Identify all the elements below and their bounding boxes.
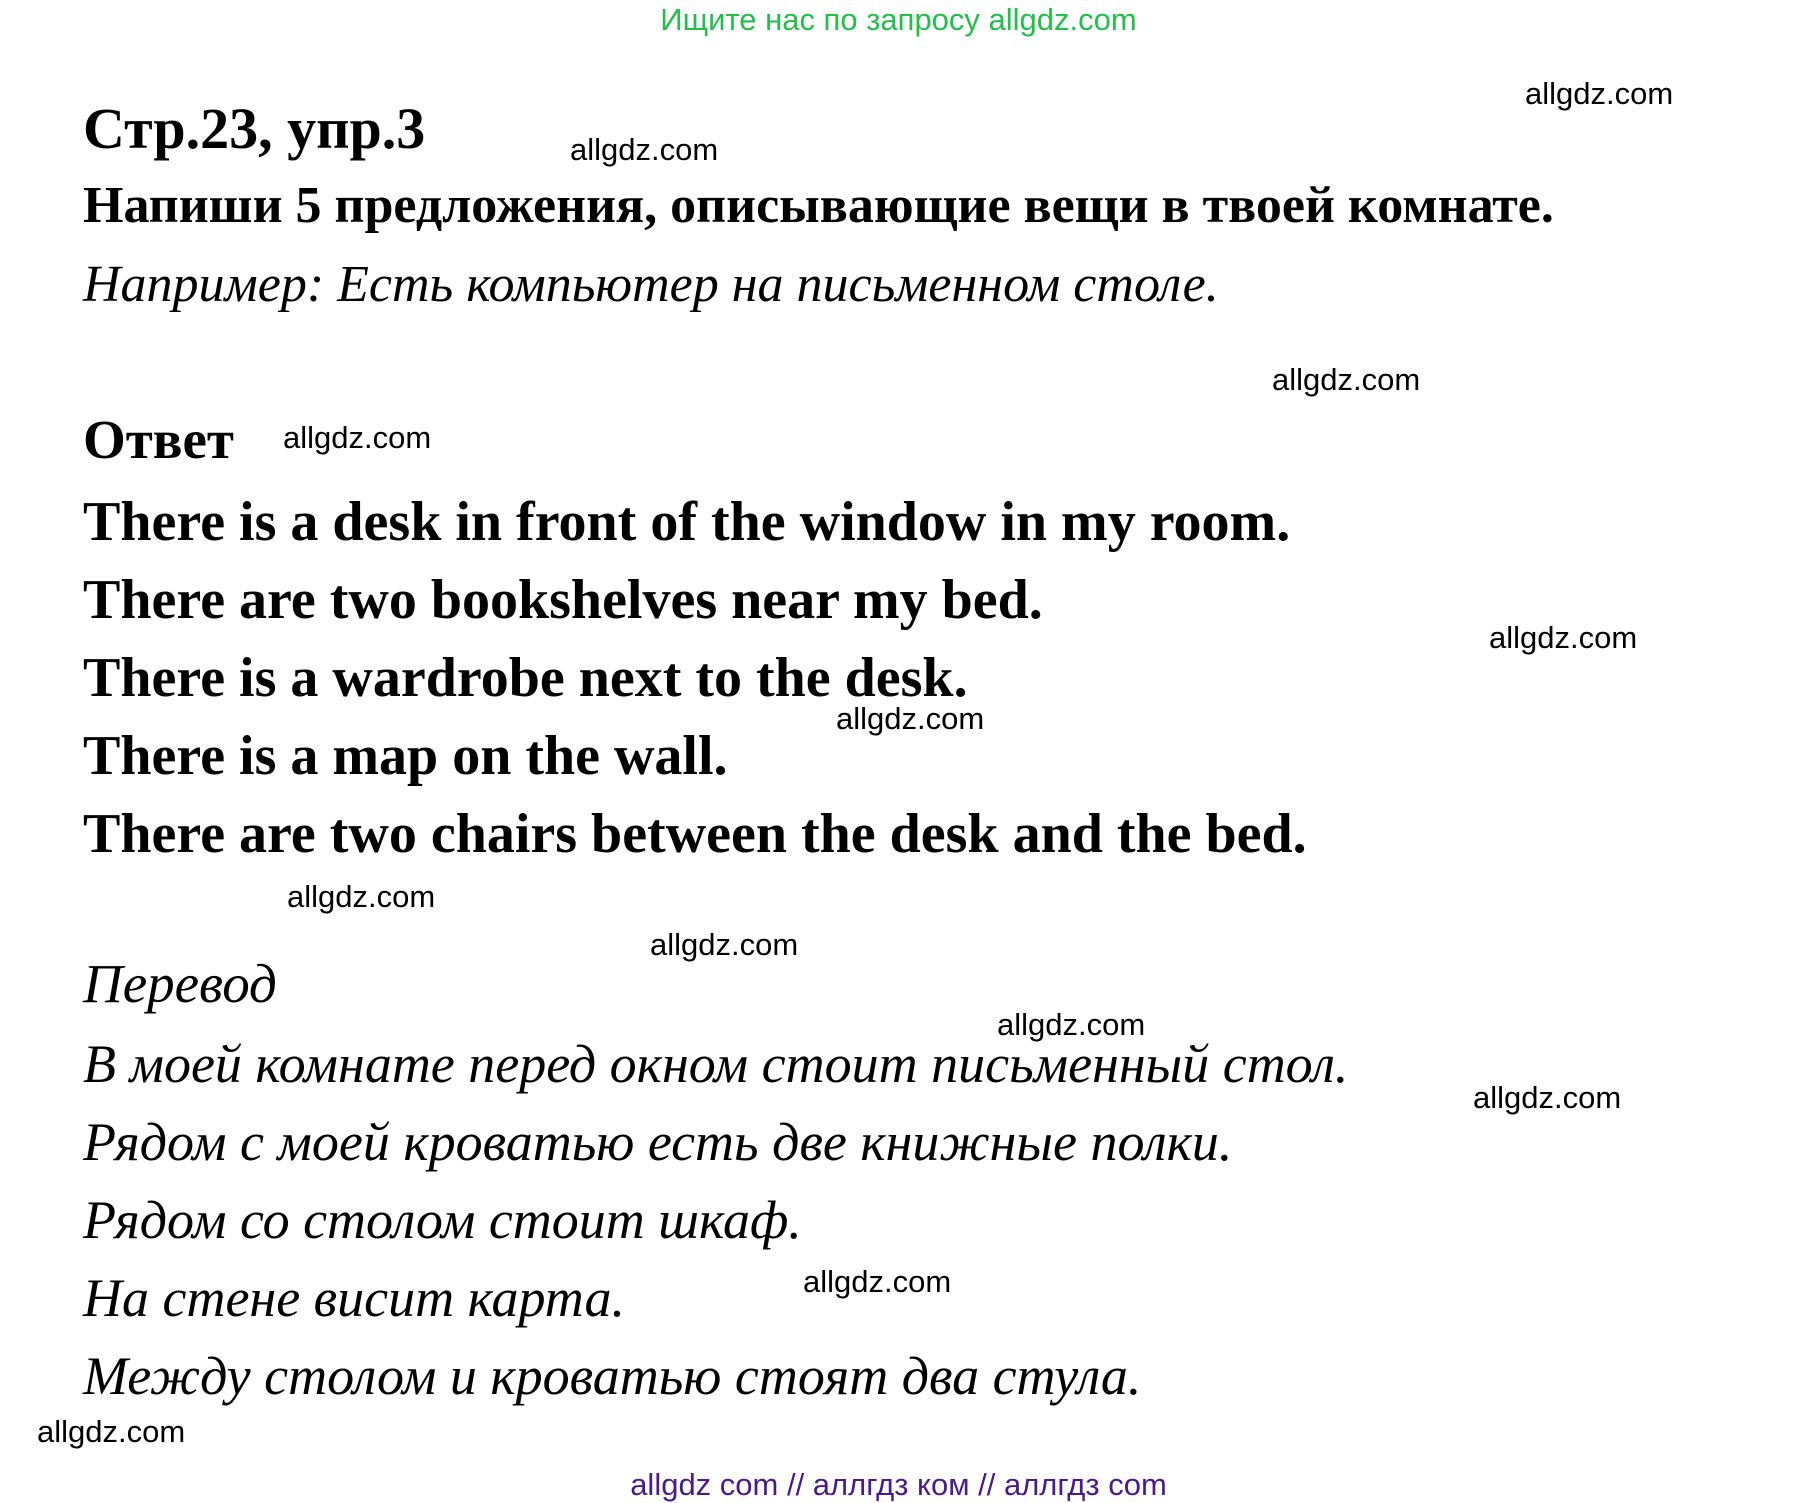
watermark: allgdz.com	[570, 132, 719, 167]
translation-line: На стене висит карта.	[83, 1268, 625, 1328]
translation-line: Рядом с моей кроватью есть две книжные полки.	[83, 1112, 1233, 1172]
task-text: Напиши 5 предложения, описывающие вещи в твоей комнате.	[83, 177, 1554, 234]
translation-line: Рядом со столом стоит шкаф.	[83, 1190, 802, 1250]
footer-text: allgdz com // аллгдз ком // аллгдз com	[630, 1467, 1167, 1502]
answer-line: There is a map on the wall.	[83, 725, 728, 787]
watermark: allgdz.com	[1489, 620, 1638, 655]
watermark: allgdz.com	[650, 927, 799, 962]
example-text: Например: Есть компьютер на письменном столе.	[83, 256, 1219, 313]
top-banner: Ищите нас по запросу allgdz.com	[660, 2, 1137, 37]
answer-heading: Ответ	[83, 409, 234, 470]
watermark: allgdz.com	[1473, 1080, 1622, 1115]
translation-heading: Перевод	[83, 953, 277, 1014]
watermark: allgdz.com	[1272, 362, 1421, 397]
answer-line: There is a wardrobe next to the desk.	[83, 647, 968, 709]
answer-line: There is a desk in front of the window in my room.	[83, 491, 1291, 553]
translation-line: Между столом и кроватью стоят два стула.	[83, 1346, 1142, 1406]
translation-line: В моей комнате перед окном стоит письменный стол.	[83, 1034, 1349, 1094]
watermark: allgdz.com	[836, 701, 985, 736]
watermark: allgdz.com	[37, 1414, 186, 1449]
watermark: allgdz.com	[283, 420, 432, 455]
watermark: allgdz.com	[287, 879, 436, 914]
answer-line: There are two chairs between the desk and the bed.	[83, 803, 1307, 865]
page-title: Стр.23, упр.3	[83, 96, 426, 161]
watermark: allgdz.com	[1525, 76, 1674, 111]
watermark: allgdz.com	[997, 1007, 1146, 1042]
answer-list	[83, 483, 1307, 873]
watermark: allgdz.com	[803, 1264, 952, 1299]
translation-list	[83, 1025, 1348, 1415]
answer-line: There are two bookshelves near my bed.	[83, 569, 1043, 631]
